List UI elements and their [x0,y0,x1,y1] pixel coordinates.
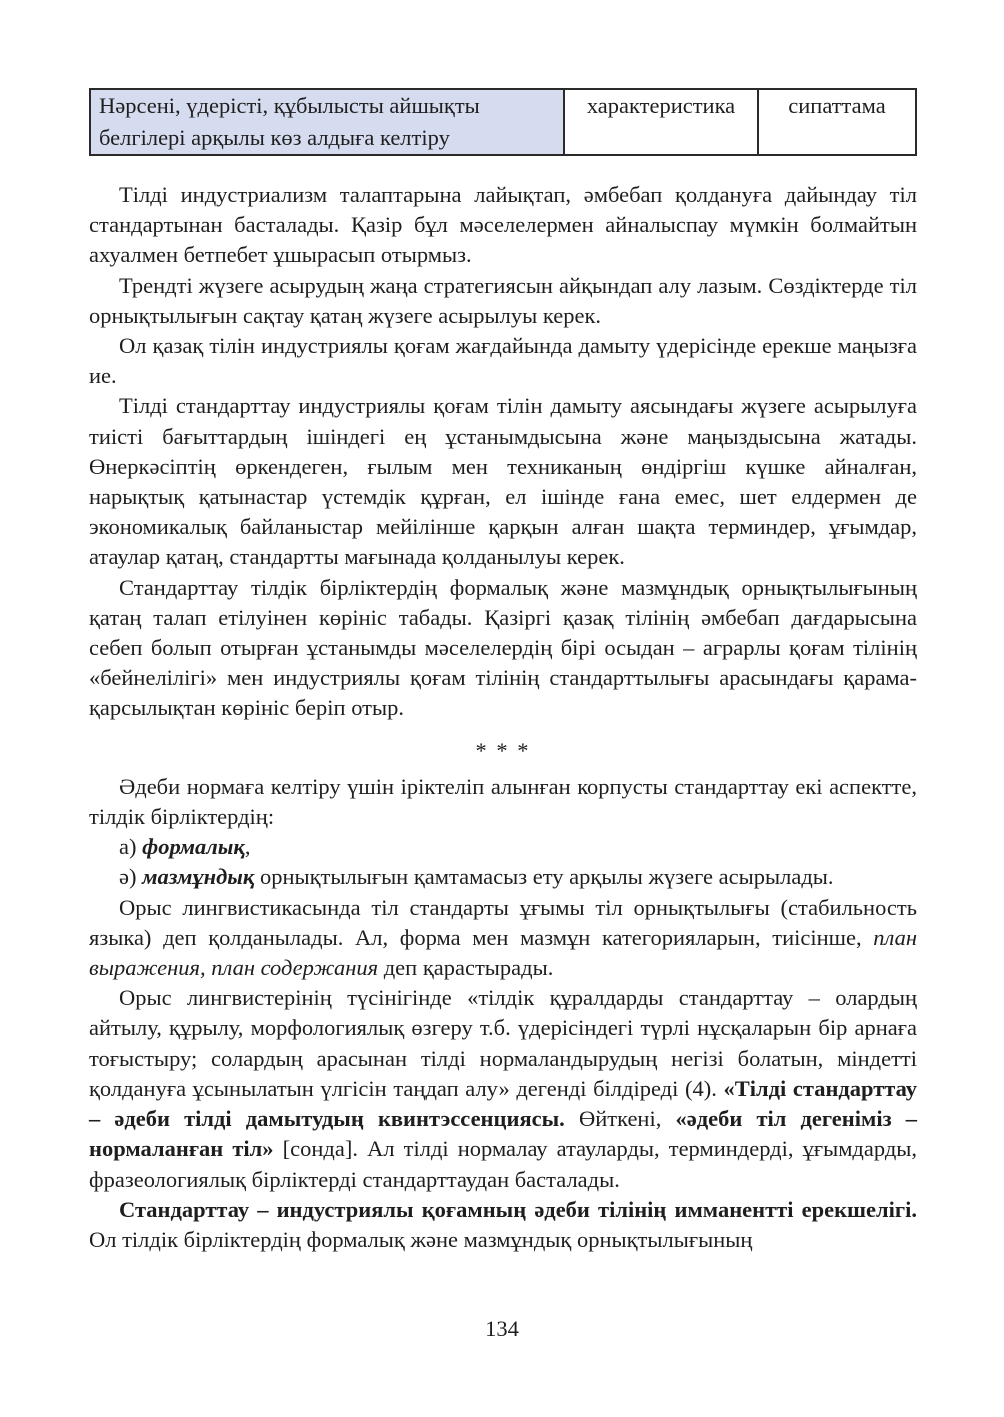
paragraph: Әдеби нормаға келтіру үшін іріктеліп алынған корпусты стандарттау екі аспектте, тілдік бірліктердің: [89,773,917,830]
paragraph: Ол қазақ тілін индустриялы қоғам жағдайында дамыту үдерісінде ерекше маңызға ие. [89,333,917,389]
italic-phrase: план выражения, план содержания [89,924,917,981]
paragraph [89,1195,917,1255]
emphasized-term: мазмұндық [142,864,255,890]
paragraph: Тілді индустриализм талаптарына лайықтап, әмбебап қолдануға дайындау тіл стандартынан басталады. Қазір бұл мәселелермен айналыспау мүмкін болмайтын ахуалмен бетпебет ұшырасып отырмыз. [89,182,917,268]
section-separator: * * * [475,737,531,763]
bold-phrase: «әдеби тіл дегеніміз – нормаланған тіл» [89,1106,917,1162]
list-item-text: орнықтылығын қамтамасыз ету арқылы жүзеге асырылады. [254,864,834,890]
paragraph-text: Орыс лингвистикасында тіл стандарты ұғымы тіл орнықтылығы (стабильность языка) деп қолданылады. Ал, форма мен мазмұн категорияларын, тиісінше, [89,894,917,950]
table-row [90,89,916,155]
list-punctuation: , [244,834,251,860]
emphasized-term: формалық [142,834,245,860]
paragraph-text: Ол тілдік бірліктердің формалық және мазмұндық орнықтылығының [89,1226,753,1252]
paragraph-text: Орыс лингвистерінің түсінігінде «тілдік құралдарды стандарттау – олардың айтылу, құрылу, морфологиялық өзгеру т.б. үдерісіндегі түрлі нұсқаларын бір арнаға тоғыстыру; солардың арасынан тілді нормаландырудың негізі болатын, міндетті қолдануға ұсынылатын үлгісін таңдап алу» дегенді білдіреді (4). [89,985,917,1101]
table-cell-russian-term: характеристика [564,89,758,155]
bold-phrase: Стандарттау – индустриялы қоғамның әдеби тілінің имманентті ерекшелігі. [119,1196,917,1222]
paragraph-text: Өйткені, [564,1106,676,1132]
bold-phrase: «Тілді стандарттау – әдеби тілді дамытудың квинтэссенциясы. [89,1075,917,1132]
page-number: 134 [485,1316,519,1341]
paragraph-text: деп қарастырады. [378,955,554,981]
body-text [89,180,917,1255]
table-cell-definition: Нәрсені, үдерісті, құбылысты айшықты белгілері арқылы көз алдыға келтіру [90,89,564,155]
paragraph: Тілді стандарттау индустриялы қоғам тілін дамыту аясындағы жүзеге асырылуға тиісті бағыттардың ішіндегі ең ұстанымдысына және маңыздысына жатады. Өнеркәсіптің өркендеген, ғылым мен техниканың өндіргіш күшке айналған, нарықтық қатынастар үстемдік құрған, ел ішінде ғана емес, шет елдермен де экономикалық байланыстар мейілінше қарқын алған шақта терминдер, ұғымдар, атаулар қатаң, стандартты мағынада қолданылуы керек. [89,393,917,570]
table-cell-kazakh-term: сипаттама [758,89,916,155]
paragraph-text: [сонда]. Ал тілді нормалау атауларды, терминдерді, ұғымдарды, фразеологиялық бірліктерді стандарттаудан басталады. [89,1136,918,1192]
paragraph: Трендті жүзеге асырудың жаңа стратегиясын айқындап алу лазым. Сөздіктерде тіл орнықтылығын сақтау қатаң жүзеге асырылуы керек. [89,272,917,328]
paragraph: Стандарттау тілдік бірліктердің формалық және мазмұндық орнықтылығының қатаң талап етілуінен көрініс табады. Қазіргі қазақ тілінің әмбебап дағдарысына себеп болып отырған ұстанымды мәселелердің бірі осыдан – аграрлы қоғам тілінің «бейнелілігі» мен индустриялы қоғам тілінің стандарттылығы арасындағы қарама-қарсылықтан көрініс беріп отыр. [89,574,917,721]
paragraph [89,893,917,984]
definition-table [89,88,917,156]
paragraph [89,983,917,1194]
list-item [89,862,917,892]
list-marker: ә) [119,864,143,890]
list-marker: а) [119,834,143,860]
list-item [89,832,917,862]
